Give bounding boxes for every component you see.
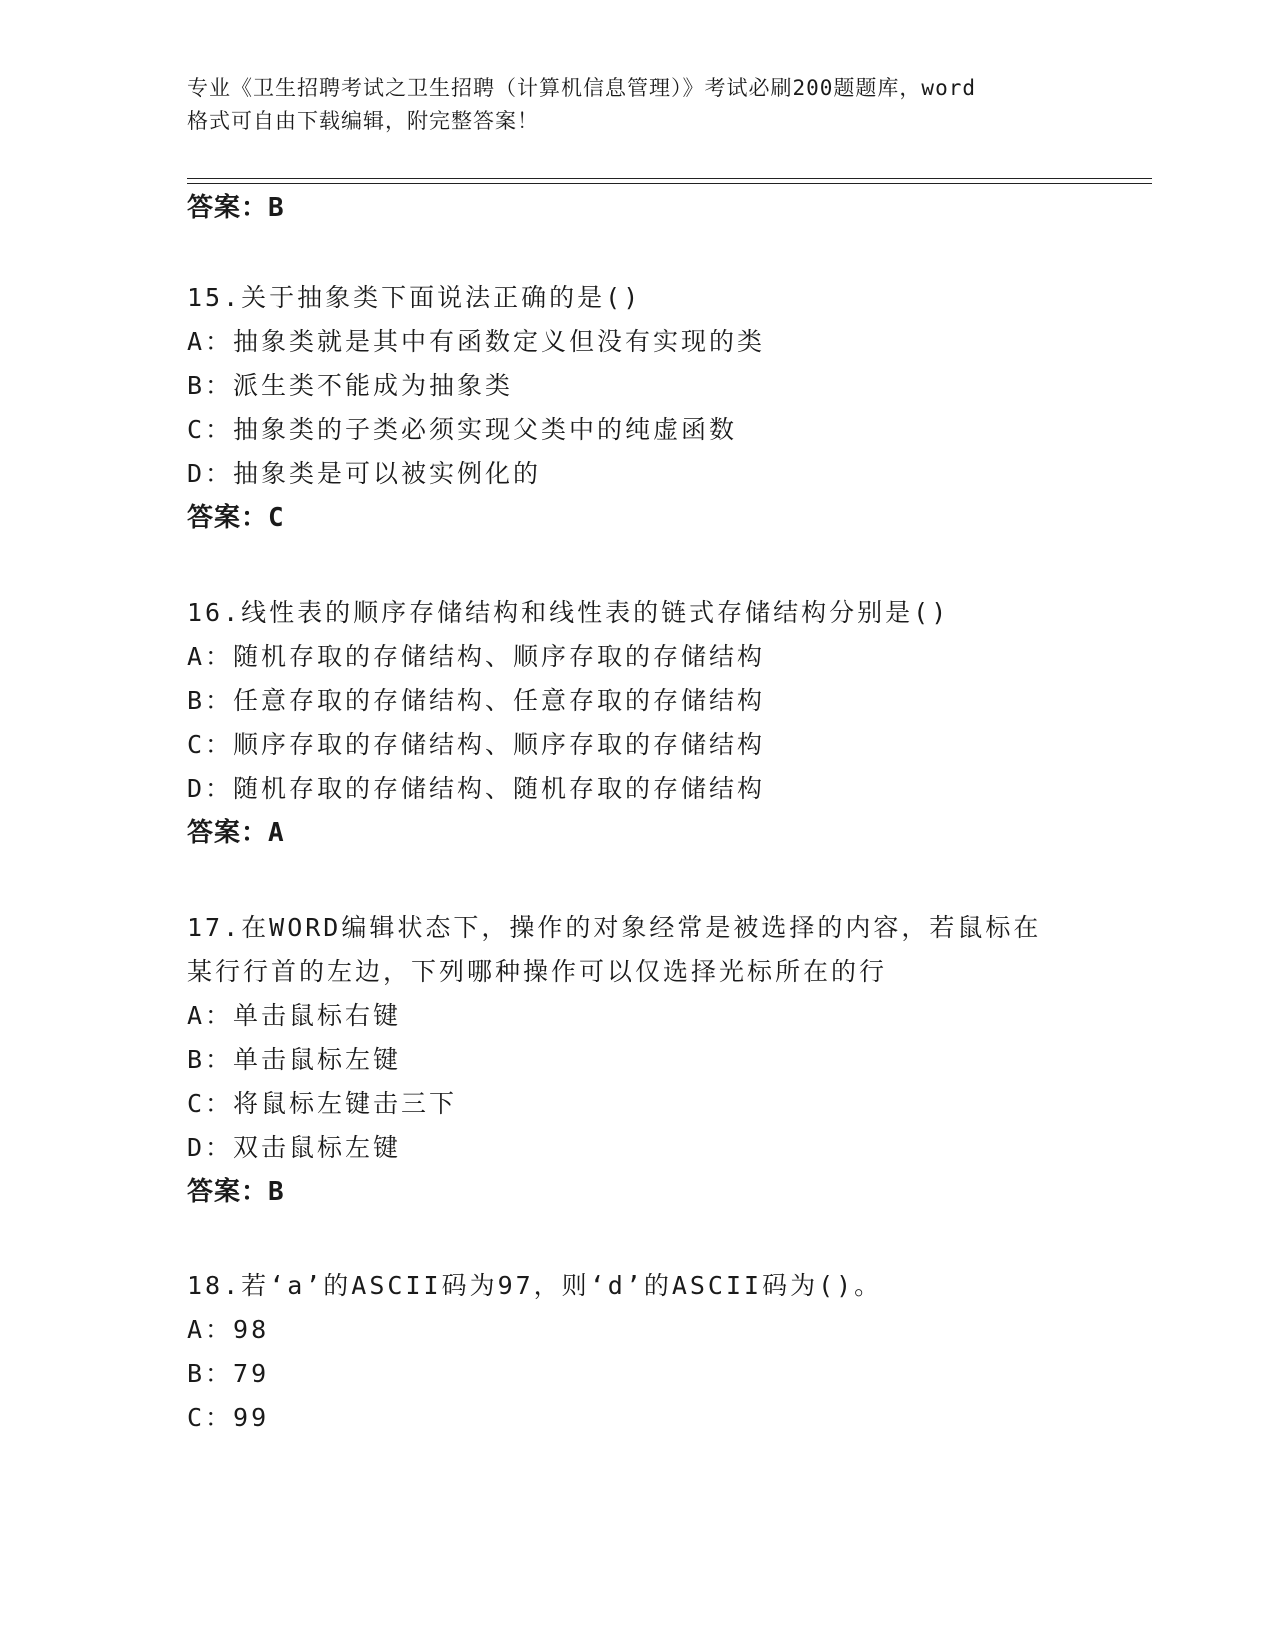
q16-option-c: C：顺序存取的存储结构、顺序存取的存储结构: [187, 730, 766, 759]
q16-option-a: A：随机存取的存储结构、顺序存取的存储结构: [187, 642, 766, 671]
q17-answer: 答案：B: [187, 1177, 285, 1207]
q16-option-b: B：任意存取的存储结构、任意存取的存储结构: [187, 686, 766, 715]
q17-question-line-1: 17.在WORD编辑状态下，操作的对象经常是被选择的内容，若鼠标在: [187, 913, 1042, 942]
q17-question-line-2: 某行行首的左边，下列哪种操作可以仅选择光标所在的行: [187, 957, 888, 986]
q16-answer: 答案：A: [187, 818, 285, 848]
q17-option-c: C：将鼠标左键击三下: [187, 1089, 458, 1118]
header-divider-top: [187, 178, 1152, 179]
q17-option-d: D：双击鼠标左键: [187, 1133, 402, 1162]
q16-question: 16.线性表的顺序存储结构和线性表的链式存储结构分别是(): [187, 598, 950, 627]
header-line-1: 专业《卫生招聘考试之卫生招聘（计算机信息管理）》考试必刷200题题库，word: [187, 76, 976, 100]
q15-option-a: A：抽象类就是其中有函数定义但没有实现的类: [187, 327, 766, 356]
prev-answer: 答案：B: [187, 193, 285, 223]
q17-option-b: B：单击鼠标左键: [187, 1045, 402, 1074]
document-header: [187, 72, 1087, 138]
q18-option-a: A：98: [187, 1315, 270, 1344]
q17-option-a: A：单击鼠标右键: [187, 1001, 402, 1030]
q18-question: 18.若‘a’的ASCII码为97，则‘d’的ASCII码为()。: [187, 1271, 883, 1300]
q15-question: 15.关于抽象类下面说法正确的是(): [187, 283, 642, 312]
q18-option-b: B：79: [187, 1359, 270, 1388]
q15-option-d: D：抽象类是可以被实例化的: [187, 459, 542, 488]
header-line-2: 格式可自由下载编辑，附完整答案！: [187, 109, 539, 133]
q18-option-c: C：99: [187, 1403, 270, 1432]
header-divider-bottom: [187, 183, 1152, 184]
q15-option-c: C：抽象类的子类必须实现父类中的纯虚函数: [187, 415, 738, 444]
q15-option-b: B：派生类不能成为抽象类: [187, 371, 514, 400]
q15-answer: 答案：C: [187, 503, 285, 533]
q16-option-d: D：随机存取的存储结构、随机存取的存储结构: [187, 774, 766, 803]
